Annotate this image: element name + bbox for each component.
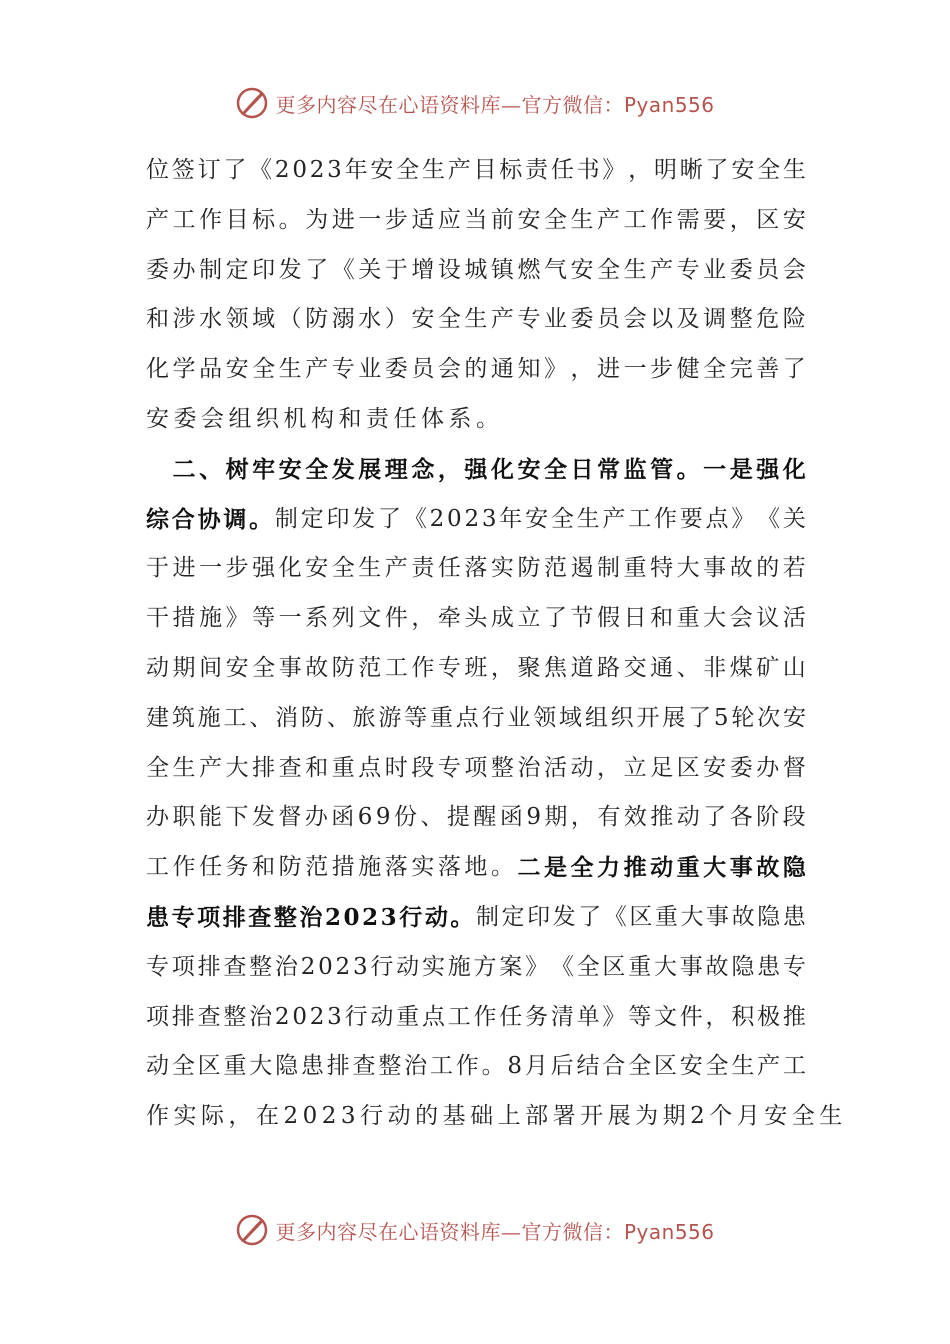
header-watermark-text: 更多内容尽在心语资料库—官方微信：Pyan556 (275, 92, 715, 117)
footer-watermark-text: 更多内容尽在心语资料库—官方微信：Pyan556 (275, 1219, 715, 1244)
text-line: 全 生 产 大 排 查 和 重 点 时 段 专 项 整 治 活 动 ， 立 足 区 安 委 办 督 (146, 754, 806, 781)
header-watermark (0, 81, 950, 125)
text-line: 委 办 制 定 印 发 了 《 关 于 增 设 城 镇 燃 气 安 全 生 产 专 业 委 员 会 (146, 256, 806, 283)
document-body (146, 146, 847, 1142)
text-line: 化 学 品 安 全 生 产 专 业 委 员 会 的 通 知 》 ， 进 一 步 健 全 完 善 了 (146, 356, 806, 383)
quill-logo-icon (235, 86, 269, 120)
text-line: 动 全 区 重 大 隐 患 排 查 整 治 工 作 。 8 月 后 结 合 全 区 安 全 生 产 工 (146, 1053, 806, 1080)
text-line: 专 项 排 查 整 治 2 0 2 3 行 动 实 施 方 案 》 《 全 区 重 大 事 故 隐 患 专 (146, 953, 806, 980)
text-line: 综 合 协 调 。 制 定 印 发 了 《 2 0 2 3 年 安 全 生 产 工 作 要 点 》 《 关 (146, 505, 806, 533)
text-line: 位 签 订 了 《 2 0 2 3 年 安 全 生 产 目 标 责 任 书 》 ， 明 晰 了 安 全 生 (146, 157, 806, 183)
text-line: 于 进 一 步 强 化 安 全 生 产 责 任 落 实 防 范 遏 制 重 特 大 事 故 的 若 (146, 555, 806, 582)
text-line: 动 期 间 安 全 事 故 防 范 工 作 专 班 ， 聚 焦 道 路 交 通 、 非 煤 矿 山 (146, 654, 806, 681)
text-line: 项 排 查 整 治 2 0 2 3 行 动 重 点 工 作 任 务 清 单 》 等 文 件 ， 积 极 推 (146, 1003, 806, 1030)
text-line: 办 职 能 下 发 督 办 函 6 9 份 、 提 醒 函 9 期 ， 有 效 推 动 了 各 阶 段 (146, 804, 806, 831)
text-line: 二 、 树 牢 安 全 发 展 理 念 ， 强 化 安 全 日 常 监 管 。 一 是 强 化 (172, 455, 806, 483)
text-line: 干 措 施 》 等 一 系 列 文 件 ， 牵 头 成 立 了 节 假 日 和 重 大 会 议 活 (146, 605, 806, 632)
text-line: 工 作 任 务 和 防 范 措 施 落 实 落 地 。 二 是 全 力 推 动 重 大 事 故 隐 (146, 854, 806, 882)
footer-watermark (0, 1208, 950, 1252)
text-line: 产 工 作 目 标 。 为 进 一 步 适 应 当 前 安 全 生 产 工 作 需 要 ， 区 安 (146, 206, 806, 233)
text-line: 作 实 际 ， 在 2 0 2 3 行 动 的 基 础 上 部 署 开 展 为 期 2 个 月 安 全 生 (146, 1103, 847, 1130)
text-line: 建 筑 施 工 、 消 防 、 旅 游 等 重 点 行 业 领 域 组 织 开 展 了 5 轮 次 安 (146, 704, 806, 731)
text-line: 安 委 会 组 织 机 构 和 责 任 体 系 。 (146, 405, 504, 432)
text-line: 患 专 项 排 查 整 治 2 0 2 3 行 动 。 制 定 印 发 了 《 区 重 大 事 故 隐 患 (146, 903, 806, 931)
text-line: 和 涉 水 领 域 （ 防 溺 水 ） 安 全 生 产 专 业 委 员 会 以 及 调 整 危 险 (146, 306, 806, 333)
quill-logo-icon (235, 1213, 269, 1247)
